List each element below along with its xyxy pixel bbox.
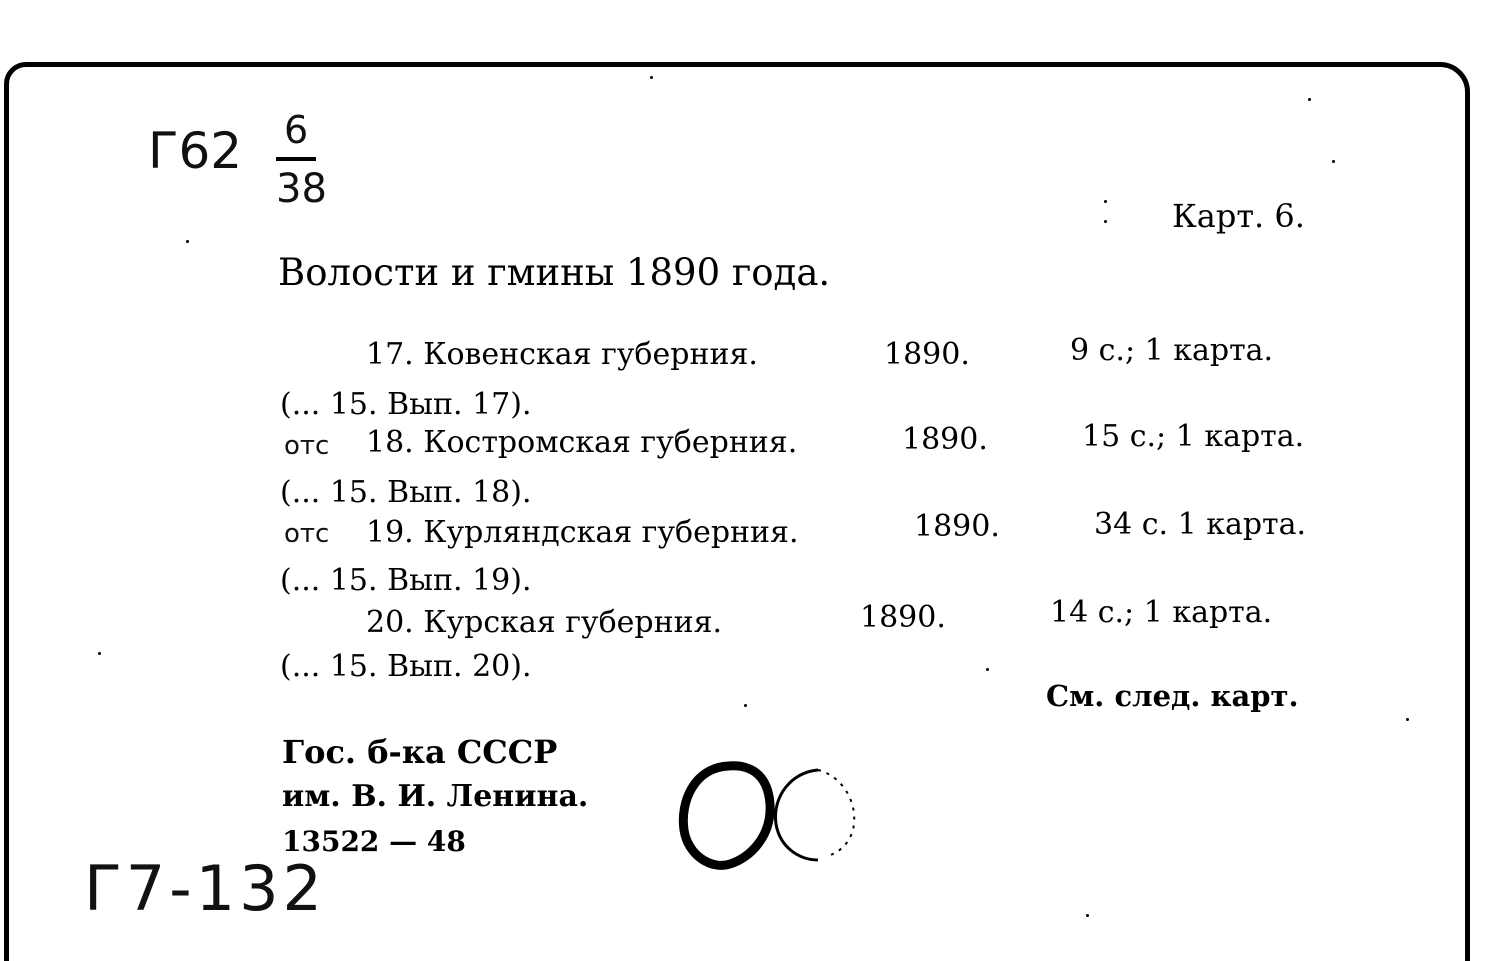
speck <box>650 76 653 79</box>
imprint-line-1: Гос. б-ка СССР <box>282 733 558 771</box>
entry-20-extent: 14 с.; 1 карта. <box>1050 595 1273 630</box>
entry-20-name: 20. Курская губерния. <box>366 605 723 640</box>
shelf-fraction-bottom: 38 <box>276 166 327 212</box>
entry-20-year: 1890. <box>860 600 946 635</box>
shelf-prefix: Г62 <box>148 122 243 180</box>
speck <box>1332 160 1335 163</box>
speck <box>1104 200 1107 203</box>
entry-19-name: 19. Курляндская губерния. <box>366 515 799 550</box>
speck <box>1308 98 1311 101</box>
speck <box>986 668 989 671</box>
entry-17-series: (... 15. Вып. 17). <box>280 387 532 422</box>
entry-19-series: (... 15. Вып. 19). <box>280 563 532 598</box>
entry-18-mark: отс <box>284 431 330 461</box>
continuation-note: См. след. карт. <box>1046 679 1299 713</box>
entry-17-extent: 9 с.; 1 карта. <box>1070 333 1274 368</box>
card-number: Карт. 6. <box>1172 197 1305 235</box>
speck <box>744 704 747 707</box>
handwritten-bottom-code: Г7-132 <box>84 852 326 925</box>
entry-20-series: (... 15. Вып. 20). <box>280 649 532 684</box>
entry-18-extent: 15 с.; 1 карта. <box>1082 419 1305 454</box>
entry-19-mark: отс <box>284 519 330 549</box>
entry-17-year: 1890. <box>884 337 970 372</box>
handwritten-shelf-mark <box>148 122 242 180</box>
imprint-line-2: им. В. И. Ленина. <box>282 779 589 814</box>
entry-19-year: 1890. <box>914 509 1000 544</box>
imprint-line-3: 13522 — 48 <box>282 825 466 858</box>
speck <box>186 240 189 243</box>
shelf-fraction-top: 6 <box>284 108 309 152</box>
entry-18-series: (... 15. Вып. 18). <box>280 475 532 510</box>
fraction-bar <box>276 157 316 161</box>
card-title: Волости и гмины 1890 года. <box>278 251 831 294</box>
ring-stamp-icon <box>668 752 868 882</box>
speck <box>1086 914 1089 917</box>
entry-18-name: 18. Костромская губерния. <box>366 425 798 460</box>
entry-18-year: 1890. <box>902 422 988 457</box>
entry-17-name: 17. Ковенская губерния. <box>366 337 758 372</box>
speck <box>98 652 101 655</box>
speck <box>1104 220 1107 223</box>
entry-19-extent: 34 с. 1 карта. <box>1094 507 1307 542</box>
speck <box>1406 718 1409 721</box>
